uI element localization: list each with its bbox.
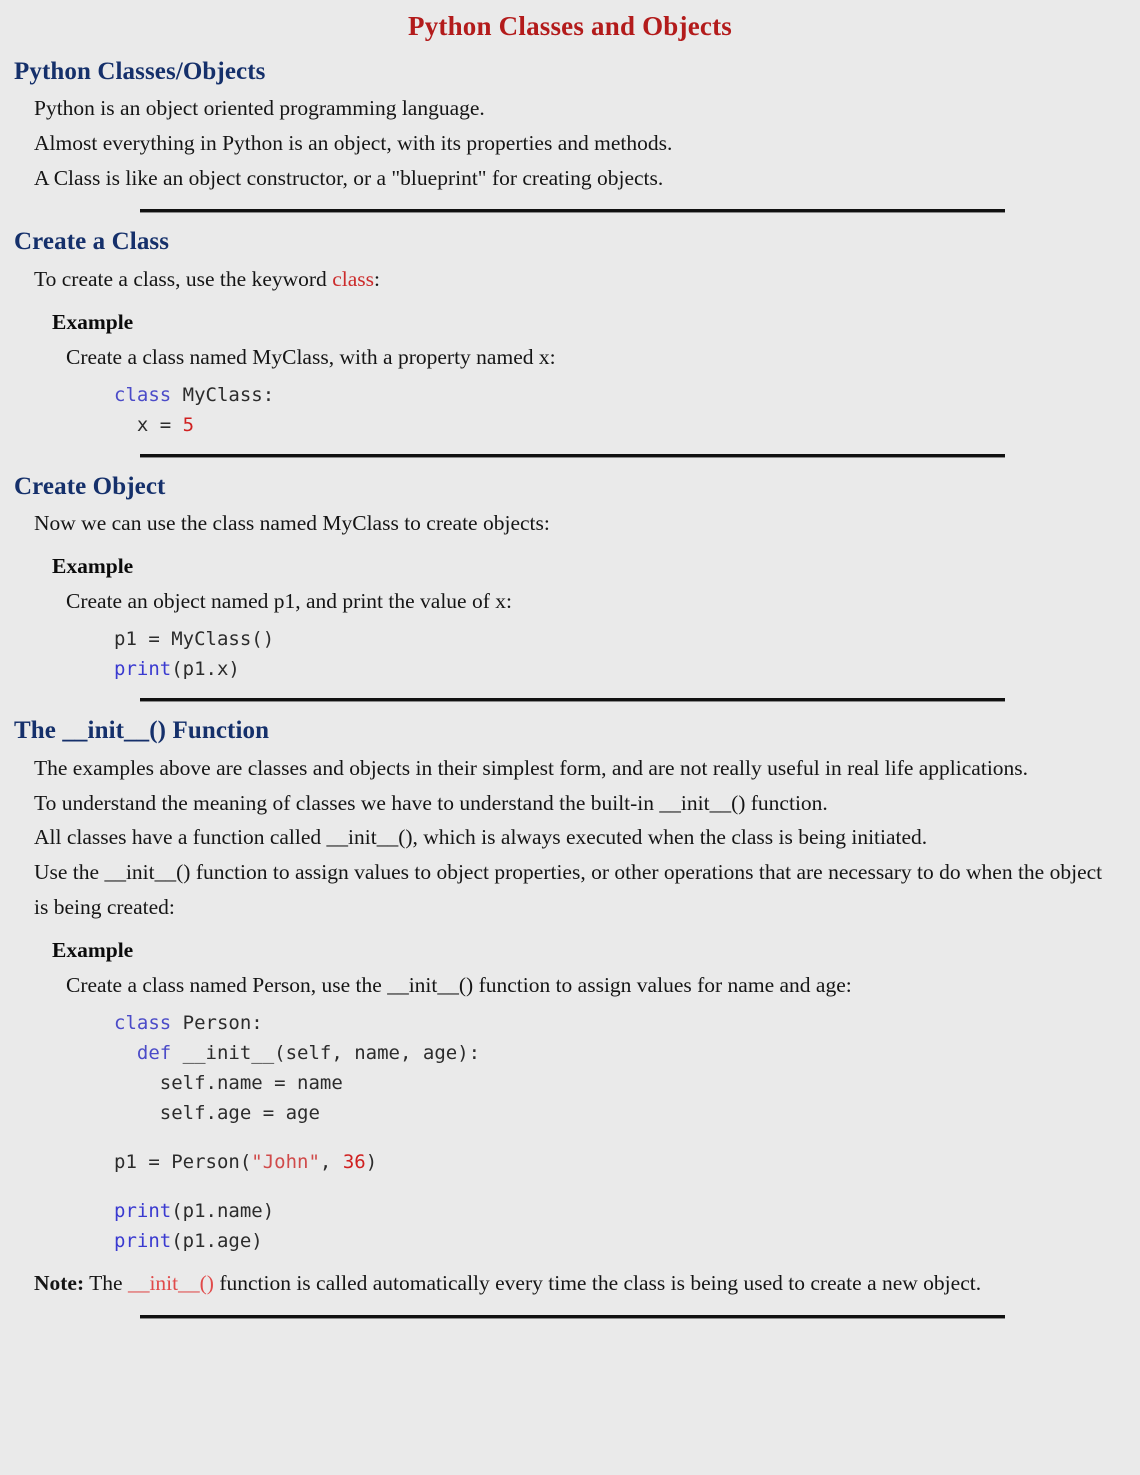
code-token: __init__(self, name, age): xyxy=(171,1042,481,1065)
code-line xyxy=(114,624,1140,654)
section-heading: The __init__() Function xyxy=(14,717,270,745)
section-create-a-class xyxy=(0,226,1140,440)
paragraph: The examples above are classes and objects in their simplest form, and are not really useful in real life applications. xyxy=(34,755,1029,780)
code-block xyxy=(0,624,1140,684)
paragraph: All classes have a function called __init__(), which is always executed when the class is being initiated. xyxy=(34,825,928,850)
section-heading: Create Object xyxy=(14,472,166,500)
code-line xyxy=(114,1008,1140,1038)
section-python-classes-objects xyxy=(0,56,1140,196)
code-token: 36 xyxy=(342,1151,366,1174)
code-line xyxy=(114,654,1140,684)
section-create-object xyxy=(0,471,1140,685)
intro-text: To create a class, use the keyword xyxy=(34,266,333,291)
code-token: MyClass: xyxy=(171,383,275,406)
code-token: "John" xyxy=(251,1151,320,1174)
code-token: x = xyxy=(136,413,183,436)
code-line xyxy=(114,1177,1140,1196)
code-token: 5 xyxy=(182,413,195,436)
code-token: p1 = Person( xyxy=(114,1151,252,1174)
section-heading: Create a Class xyxy=(14,228,170,256)
code-token: p1 = MyClass() xyxy=(114,628,275,651)
section-init-function xyxy=(0,715,1140,1301)
code-token: (p1.age) xyxy=(171,1230,263,1253)
section-divider xyxy=(140,454,1005,457)
code-line xyxy=(114,410,1140,440)
example-description: Create a class named Person, use the __init__() function to assign values for name and age: xyxy=(66,972,852,997)
code-token: def xyxy=(136,1042,172,1065)
page-title: Python Classes and Objects xyxy=(408,11,732,41)
example-label: Example xyxy=(52,554,134,579)
code-line xyxy=(114,380,1140,410)
example-label: Example xyxy=(52,937,134,962)
note-prefix: The xyxy=(84,1271,128,1296)
paragraph: Python is an object oriented programming language. xyxy=(34,95,485,120)
code-line xyxy=(114,1098,1140,1128)
paragraph: Almost everything in Python is an object, with its properties and methods. xyxy=(34,130,673,155)
section-divider xyxy=(140,698,1005,701)
code-line xyxy=(114,1068,1140,1098)
section-divider xyxy=(140,209,1005,212)
section-heading: Python Classes/Objects xyxy=(14,57,266,85)
code-token: print xyxy=(114,1230,172,1253)
code-token: ) xyxy=(365,1151,378,1174)
paragraph: Now we can use the class named MyClass to create objects: xyxy=(34,511,550,536)
code-token: (p1.x) xyxy=(171,658,240,681)
code-line xyxy=(114,1128,1140,1147)
paragraph: Use the __init__() function to assign values to object properties, or other operations that are necessary to do when the object is being created: xyxy=(34,860,1103,920)
code-line xyxy=(114,1147,1140,1177)
example-description: Create a class named MyClass, with a property named x: xyxy=(66,344,556,369)
code-token: class xyxy=(114,1012,172,1035)
paragraph: To understand the meaning of classes we have to understand the built-in __init__() function. xyxy=(34,790,828,815)
inline-keyword: class xyxy=(332,266,374,291)
code-token: Person: xyxy=(171,1012,263,1035)
example-description: Create an object named p1, and print the value of x: xyxy=(66,589,512,614)
section-divider xyxy=(140,1315,1005,1318)
code-token: (p1.name) xyxy=(171,1200,275,1223)
intro-suffix: : xyxy=(373,266,380,291)
code-token: self.name = name xyxy=(159,1072,343,1095)
note-suffix: function is called automatically every time the class is being used to create a new object. xyxy=(213,1271,982,1296)
code-token: class xyxy=(114,383,172,406)
code-block xyxy=(0,1008,1140,1256)
code-token: , xyxy=(319,1151,343,1174)
code-token: self.age = age xyxy=(159,1102,320,1125)
code-line xyxy=(114,1226,1140,1256)
code-token: print xyxy=(114,1200,172,1223)
example-label: Example xyxy=(52,309,134,334)
note-inline-code: __init__() xyxy=(127,1271,214,1296)
paragraph: A Class is like an object constructor, or a "blueprint" for creating objects. xyxy=(34,165,664,190)
paragraph xyxy=(0,262,1140,297)
code-token: print xyxy=(114,658,172,681)
code-line xyxy=(114,1038,1140,1068)
code-block xyxy=(0,380,1140,440)
note-label: Note: xyxy=(34,1271,85,1296)
note xyxy=(0,1266,1140,1301)
code-line xyxy=(114,1196,1140,1226)
